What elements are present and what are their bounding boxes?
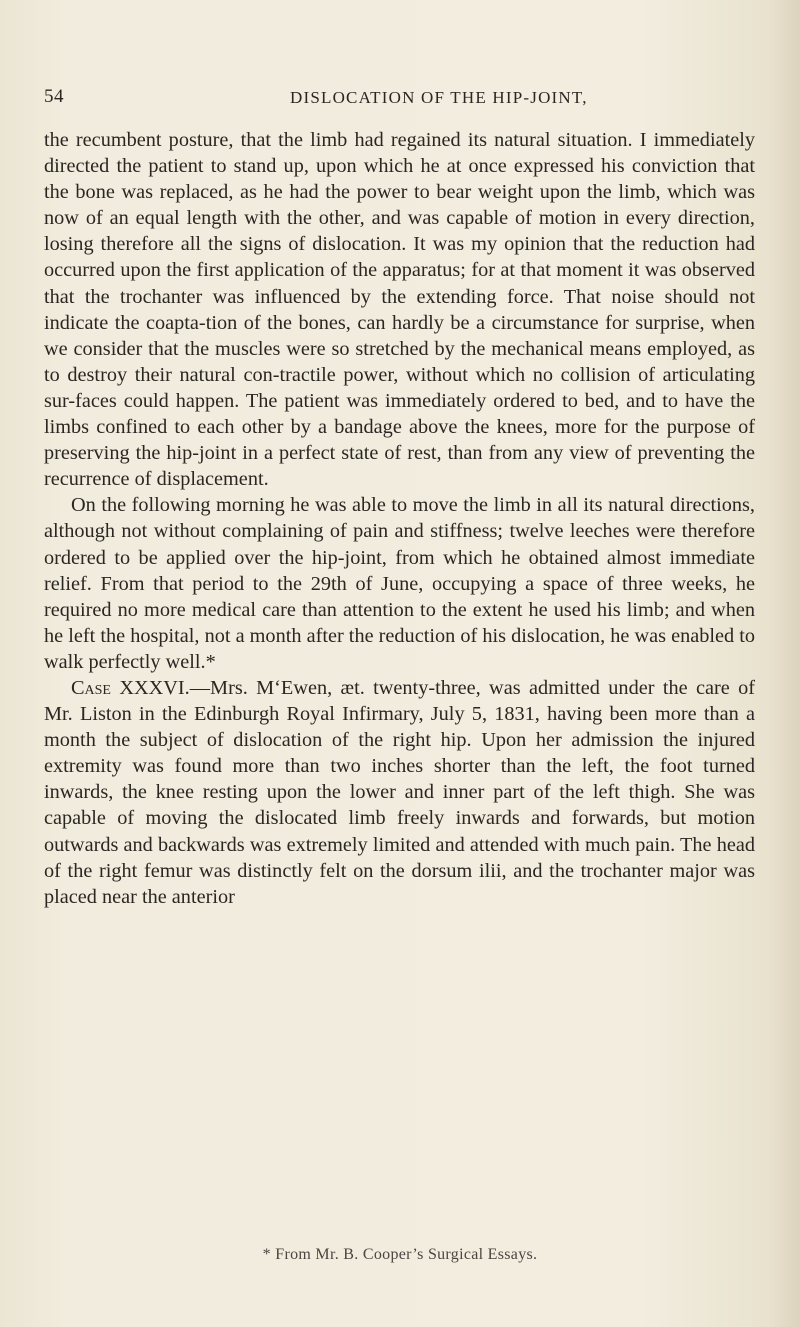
running-head: DISLOCATION OF THE HIP-JOINT, [290,88,588,107]
paragraph-2: On the following morning he was able to move the limb in all its natural directions, although not without complaining of pain and stiffness; twelve leeches were therefore ordered to be applied over the hip-joint, from which he obtained almost immediate relief. From that period to the 29th of June, occupying a space of three weeks, he required no more medical care than attention to the extent he used his limb; and when he left the hospital, not a month after the reduction of his dislocation, he was enabled to walk perfectly well.* [44,494,755,673]
paragraph-case [44,675,755,910]
page-number: 54 [44,86,64,107]
page-header [0,86,800,116]
case-label: Case XXXVI. [71,676,190,699]
body-text [44,127,755,910]
paragraph-1: the recumbent posture, that the limb had regained its natural situation. I immediately directed the patient to stand up, upon which he at once expressed his conviction that the bone was replaced, as he had the power to bear weight upon the limb, which was now of an equal length with the other, and was capable of motion in every direction, losing therefore all the signs of dislocation. It was my opinion that the reduction had occurred upon the first application of the apparatus; for at that moment it was observed that the trochanter was influenced by the extending force. That noise should not indicate the coapta-tion of the bones, can hardly be a circumstance for surprise, when we consider that the muscles were so stretched by the mechanical means employed, as to destroy their natural con-tractile power, without which no collision of articulating sur-faces could happen. The patient was immediately ordered to bed, and to have the limbs confined to each other by a bandage above the knees, more for the purpose of preserving the hip-joint in a perfect state of rest, than from any view of preventing the recurrence of displacement. [44,129,755,491]
case-text: —Mrs. M‘Ewen, æt. twenty-three, was admitted under the care of Mr. Liston in the Edinburgh Royal Infirmary, July 5, 1831, having been more than a month the subject of dislocation of the right hip. Upon her admission the injured extremity was found more than two inches shorter than the left, the foot turned inwards, the knee resting upon the lower and inner part of the left thigh. She was capable of moving the dislocated limb freely inwards and forwards, but motion outwards and backwards was extremely limited and attended with much pain. The head of the right femur was distinctly felt on the dorsum ilii, and the trochanter major was placed near the anterior [44,676,755,908]
footnote: * From Mr. B. Cooper’s Surgical Essays. [262,1246,538,1263]
